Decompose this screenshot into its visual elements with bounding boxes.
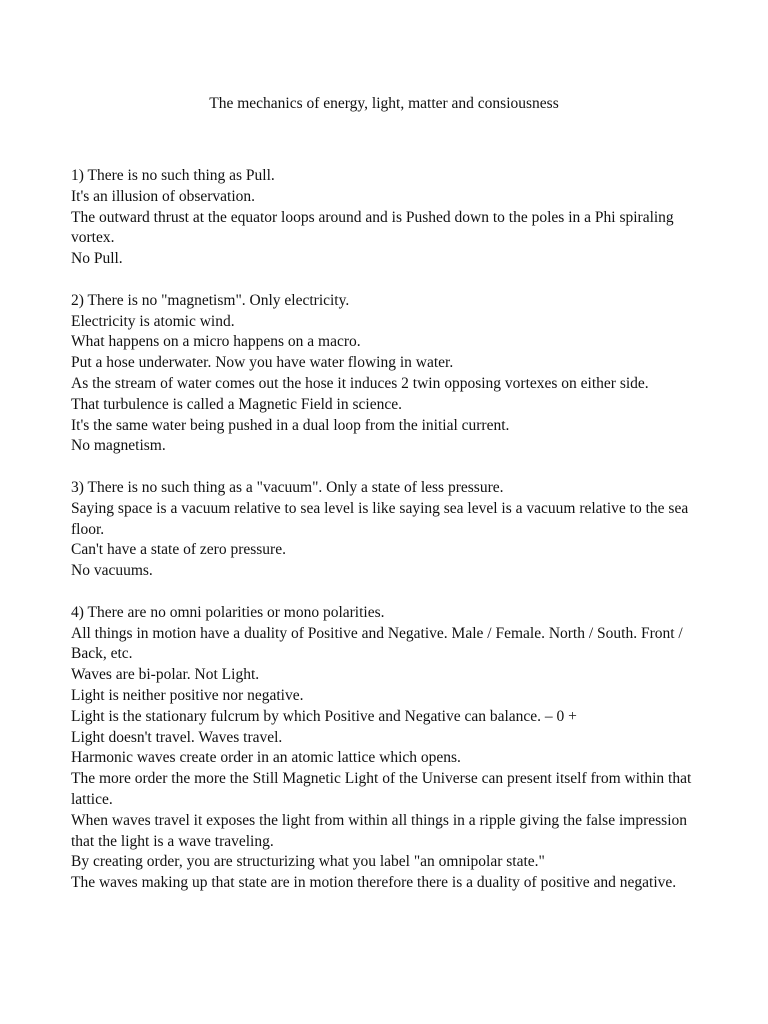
paragraph-line: Light is neither positive nor negative. — [71, 686, 304, 704]
paragraph-line: 2) There is no "magnetism". Only electricity. — [71, 291, 350, 309]
paragraph-line: By creating order, you are structurizing what you label "an omnipolar state." — [71, 853, 545, 871]
paragraph-line: Can't have a state of zero pressure. — [71, 541, 286, 559]
paragraph-line: 4) There are no omni polarities or mono polarities. — [71, 603, 385, 621]
paragraph-line: 3) There is no such thing as a "vacuum". Only a state of less pressure. — [71, 478, 504, 496]
paragraph-line: Waves are bi-polar. Not Light. — [71, 666, 260, 684]
section-4 — [71, 603, 701, 894]
paragraph-line: The more order the more the Still Magnetic Light of the Universe can present itself from within that lattice. — [71, 770, 692, 808]
paragraph-line: The waves making up that state are in motion therefore there is a duality of positive and negative. — [71, 874, 677, 892]
paragraph-line: The outward thrust at the equator loops around and is Pushed down to the poles in a Phi spiraling vortex. — [71, 208, 674, 247]
paragraph-line: No vacuums. — [71, 562, 153, 580]
paragraph-line: 1) There is no such thing as Pull. — [71, 167, 275, 184]
paragraph-line: Light is the stationary fulcrum by which Positive and Negative can balance. – 0 + — [71, 707, 577, 725]
paragraph-line: Electricity is atomic wind. — [71, 312, 235, 330]
section-3 — [71, 478, 701, 582]
paragraph-line: When waves travel it exposes the light from within all things in a ripple giving the false impression that the light is a wave traveling. — [71, 811, 687, 850]
paragraph-line: It's an illusion of observation. — [71, 187, 256, 205]
paragraph-line: No magnetism. — [71, 437, 166, 455]
paragraph-line: What happens on a micro happens on a macro. — [71, 333, 361, 351]
paragraph-line: No Pull. — [71, 250, 123, 268]
paragraph-line: It's the same water being pushed in a dual loop from the initial current. — [71, 416, 510, 434]
document-title: The mechanics of energy, light, matter and consiousness — [209, 95, 559, 112]
document-body — [71, 166, 701, 915]
paragraph-line: Harmonic waves create order in an atomic lattice which opens. — [71, 749, 461, 767]
paragraph-line: All things in motion have a duality of Positive and Negative. Male / Female. North / South. Front / Back, etc. — [71, 624, 683, 663]
paragraph-line: Put a hose underwater. Now you have water flowing in water. — [71, 354, 454, 372]
section-1 — [71, 166, 701, 270]
section-2 — [71, 291, 701, 457]
paragraph-line: Light doesn't travel. Waves travel. — [71, 728, 283, 746]
paragraph-line: That turbulence is called a Magnetic Field in science. — [71, 395, 402, 413]
paragraph-line: Saying space is a vacuum relative to sea level is like saying sea level is a vacuum relative to the sea floor. — [71, 499, 689, 538]
paragraph-line: As the stream of water comes out the hose it induces 2 twin opposing vortexes on either side. — [71, 374, 649, 392]
